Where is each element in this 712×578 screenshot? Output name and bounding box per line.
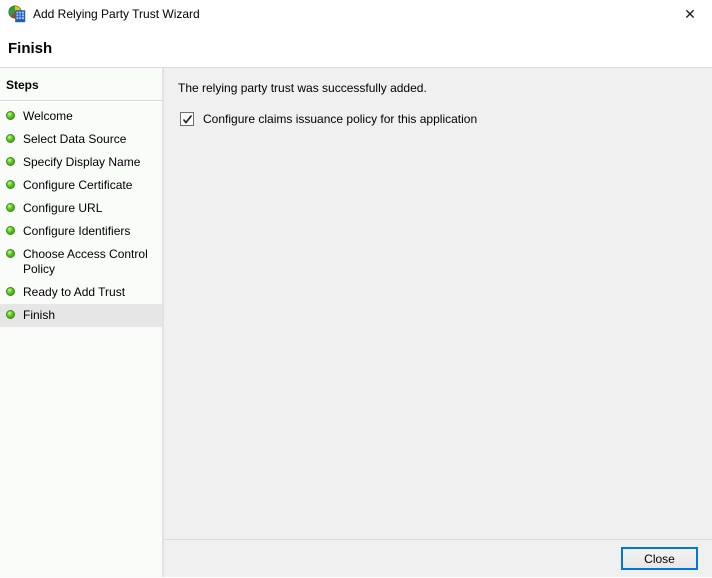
- step-status-dot-icon: [6, 249, 15, 258]
- step-status-dot-icon: [6, 180, 15, 189]
- sidebar-step-item[interactable]: Specify Display Name: [0, 151, 162, 174]
- titlebar: [0, 0, 712, 28]
- wizard-body: [0, 68, 712, 577]
- step-status-dot-icon: [6, 287, 15, 296]
- step-status-dot-icon: [6, 134, 15, 143]
- sidebar-step-item[interactable]: Finish: [0, 304, 162, 327]
- adfs-app-icon: [8, 5, 26, 23]
- checkbox-label: Configure claims issuance policy for this application: [203, 112, 478, 126]
- main-content: [164, 68, 712, 539]
- window-close-icon[interactable]: ✕: [668, 0, 712, 28]
- window-title: Add Relying Party Trust Wizard: [33, 7, 200, 21]
- step-status-dot-icon: [6, 111, 15, 120]
- sidebar-step-item[interactable]: Ready to Add Trust: [0, 281, 162, 304]
- main-panel: [164, 68, 712, 577]
- page-title: Finish: [8, 40, 53, 57]
- step-status-dot-icon: [6, 310, 15, 319]
- status-text: The relying party trust was successfully added.: [178, 81, 427, 95]
- step-status-dot-icon: [6, 157, 15, 166]
- sidebar-step-item[interactable]: Configure Certificate: [0, 174, 162, 197]
- button-bar: [164, 539, 712, 577]
- steps-sidebar: [0, 68, 164, 577]
- configure-claims-checkbox-row[interactable]: [180, 112, 696, 126]
- sidebar-step-item[interactable]: Select Data Source: [0, 128, 162, 151]
- checkmark-icon: [182, 114, 193, 125]
- sidebar-step-item[interactable]: Choose Access Control Policy: [0, 243, 162, 281]
- sidebar-step-item[interactable]: Welcome: [0, 105, 162, 128]
- steps-heading: Steps: [0, 74, 162, 101]
- step-status-dot-icon: [6, 203, 15, 212]
- close-button[interactable]: Close: [621, 547, 698, 570]
- page-header: [0, 28, 712, 68]
- sidebar-step-item[interactable]: Configure Identifiers: [0, 220, 162, 243]
- checkbox[interactable]: [180, 112, 194, 126]
- sidebar-step-item[interactable]: Configure URL: [0, 197, 162, 220]
- steps-list: [0, 105, 162, 327]
- step-status-dot-icon: [6, 226, 15, 235]
